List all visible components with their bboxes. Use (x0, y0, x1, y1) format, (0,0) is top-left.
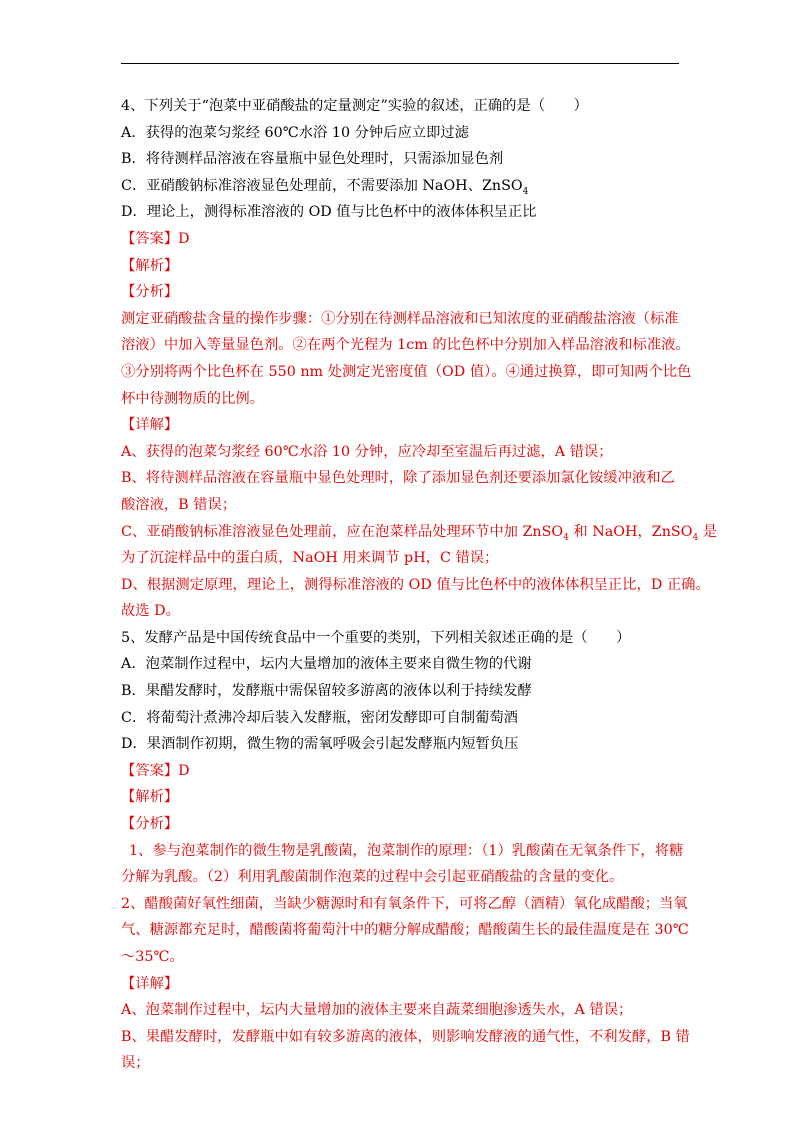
question-4-option-b: B．将待测样品溶液在容量瓶中显色处理时，只需添加显色剂 (121, 151, 504, 168)
explanation-label: 【解析】 (121, 789, 179, 806)
question-5-option-b: B．果醋发酵时，发酵瓶中需保留较多游离的液体以利于持续发酵 (121, 683, 532, 700)
question-4-option-a: A．获得的泡菜匀浆经 60℃水浴 10 分钟后应立即过滤 (121, 124, 469, 141)
answer-label: 【答案】D (121, 762, 190, 779)
detail-label: 【详解】 (121, 417, 179, 434)
analysis-line: 测定亚硝酸盐含量的操作步骤：①分别在待测样品溶液和已知浓度的亚硝酸盐溶液（标准 (121, 310, 679, 327)
analysis-label: 【分析】 (121, 816, 179, 833)
analysis-line: 分解为乳酸。（2）利用乳酸菌制作泡菜的过程中会引起亚硝酸盐的含量的变化。 (121, 869, 624, 886)
detail-line (121, 519, 718, 546)
question-5-stem: 5、发酵产品是中国传统食品中一个重要的类别，下列相关叙述正确的是（ ） (121, 629, 631, 646)
analysis-line: 气、糖源都充足时，醋酸菌将葡萄汁中的糖分解成醋酸；醋酸菌生长的最佳温度是在 30℃ (121, 922, 689, 939)
analysis-label: 【分析】 (121, 284, 179, 301)
question-5-option-a: A．泡菜制作过程中，坛内大量增加的液体主要来自微生物的代谢 (121, 656, 532, 673)
detail-label: 【详解】 (121, 975, 179, 992)
question-4-option-d: D．理论上，测得标准溶液的 OD 值与比色杯中的液体体积呈正比 (121, 204, 537, 221)
question-4-option-c (121, 173, 687, 200)
analysis-line: ～35℃。 (121, 949, 184, 965)
detail-text: 是 (698, 523, 718, 540)
analysis-line: 2、醋酸菌好氧性细菌，当缺少糖源时和有氧条件下，可将乙醇（酒精）氧化成醋酸；当氧 (121, 895, 688, 912)
detail-text: C、亚硝酸钠标准溶液显色处理前，应在泡菜样品处理环节中加 ZnSO (121, 523, 564, 540)
detail-line: B、果醋发酵时，发酵瓶中如有较多游离的液体，则影响发酵液的通气性，不利发酵，B 错 (121, 1028, 690, 1045)
answer-label: 【答案】D (121, 230, 190, 247)
detail-line: A、获得的泡菜匀浆经 60℃水浴 10 分钟，应冷却至室温后再过滤，A 错误； (121, 443, 613, 460)
question-4-stem: 4、下列关于“泡菜中亚硝酸盐的定量测定”实验的叙述，正确的是（ ） (121, 98, 588, 114)
detail-line: A、泡菜制作过程中，坛内大量增加的液体主要来自蔬菜细胞渗透失水，A 错误； (121, 1002, 633, 1019)
detail-line: 酸溶液，B 错误； (121, 496, 237, 513)
detail-text: 和 NaOH，ZnSO (568, 523, 693, 540)
analysis-line: 溶液）中加入等量显色剂。②在两个光程为 1cm 的比色杯中分别加入样品溶液和标准液。 (121, 337, 690, 354)
document-page (121, 93, 718, 1077)
detail-line: 故选 D。 (121, 603, 180, 620)
explanation-label: 【解析】 (121, 257, 179, 274)
detail-line: D、根据测定原理，理论上，测得标准溶液的 OD 值与比色杯中的液体体积呈正比，D 正确。 (121, 576, 710, 593)
detail-line: 误； (121, 1055, 150, 1072)
analysis-line: ③分别将两个比色杯在 550 nm 处测定光密度值（OD 值）。④通过换算，即可知两个比色 (121, 363, 692, 380)
analysis-line: 杯中待测物质的比例。 (121, 390, 264, 407)
detail-line: B、将待测样品溶液在容量瓶中显色处理时，除了添加显色剂还要添加氯化铵缓冲液和乙 (121, 470, 675, 487)
question-5-option-c: C．将葡萄汁煮沸冷却后装入发酵瓶，密闭发酵即可自制葡萄酒 (121, 709, 518, 726)
analysis-line: 1、参与泡菜制作的微生物是乳酸菌，泡菜制作的原理：（1）乳酸菌在无氧条件下，将糖 (129, 842, 684, 859)
subscript: 4 (563, 532, 569, 543)
detail-line: 为了沉淀样品中的蛋白质，NaOH 用来调节 pH，C 错误； (121, 550, 499, 567)
header-rule (121, 63, 679, 64)
option-c-text: C．亚硝酸钠标准溶液显色处理前，不需要添加 NaOH、ZnSO (121, 177, 523, 194)
subscript: 4 (692, 532, 699, 543)
subscript: 4 (522, 186, 529, 197)
question-5-option-d: D．果酒制作初期，微生物的需氧呼吸会引起发酵瓶内短暂负压 (121, 736, 519, 753)
